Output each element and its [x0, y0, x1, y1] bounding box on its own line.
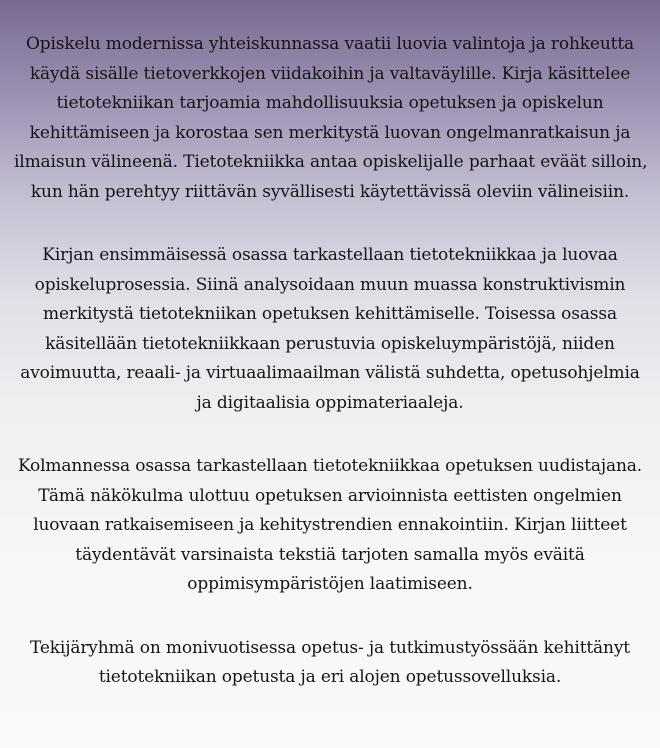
text-line: kehittämiseen ja korostaa sen merkitystä luovan ongelmanratkaisun ja [29, 122, 631, 143]
text-line: luovaan ratkaisemiseen ja kehitystrendien ennakointiin. Kirjan liitteet [33, 515, 627, 535]
text-line: ilmaisun välineenä. Tietotekniikka antaa opiskelijalle parhaat eväät silloin, [14, 152, 648, 172]
paragraph-authors [14, 634, 646, 693]
text-line: Kolmannessa osassa tarkastellaan tietotekniikkaa opetuksen uudistajana. [17, 456, 643, 476]
text-line: avoimuutta, reaali- ja virtuaalimaailman välistä suhdetta, opetusohjelmia [20, 363, 640, 383]
paragraph-part-one-two [14, 241, 646, 418]
text-line: Tämä näkökulma ulottuu opetuksen arvioinnista eettisten ongelmien [38, 485, 622, 506]
text-line: täydentävät varsinaista tekstiä tarjoten samalla myös eväitä [75, 544, 585, 565]
paragraph-intro [14, 30, 646, 207]
text-line: tietotekniikan opetusta ja eri alojen opetussovelluksia. [98, 667, 562, 687]
paragraph-part-three [14, 452, 646, 600]
text-line: tietotekniikan tarjoamia mahdollisuuksia opetuksen ja opiskelun [56, 93, 604, 113]
text-line: opiskeluprosessia. Siinä analysoidaan muun muassa konstruktivismin [34, 274, 626, 295]
text-line: kun hän perehtyy riittävän syvällisesti käytettävissä oleviin välineisiin. [30, 181, 630, 202]
text-line: merkitystä tietotekniikan opetuksen kehittämiselle. Toisessa osassa [43, 304, 617, 324]
text-line: Opiskelu modernissa yhteiskunnassa vaatii luovia valintoja ja rohkeutta [25, 34, 634, 54]
text-line: Tekijäryhmä on monivuotisessa opetus- ja tutkimustyössään kehittänyt [30, 637, 630, 658]
text-line: oppimisympäristöjen laatimiseen. [187, 574, 473, 594]
text-line: käsitellään tietotekniikkaan perustuvia opiskeluympäristöjä, niiden [45, 333, 615, 354]
text-line: ja digitaalisia oppimateriaaleja. [196, 392, 464, 413]
text-line: Kirjan ensimmäisessä osassa tarkastellaan tietotekniikkaa ja luovaa [42, 245, 618, 265]
text-line: käydä sisälle tietoverkkojen viidakoihin ja valtaväylille. Kirja käsittelee [29, 63, 631, 84]
